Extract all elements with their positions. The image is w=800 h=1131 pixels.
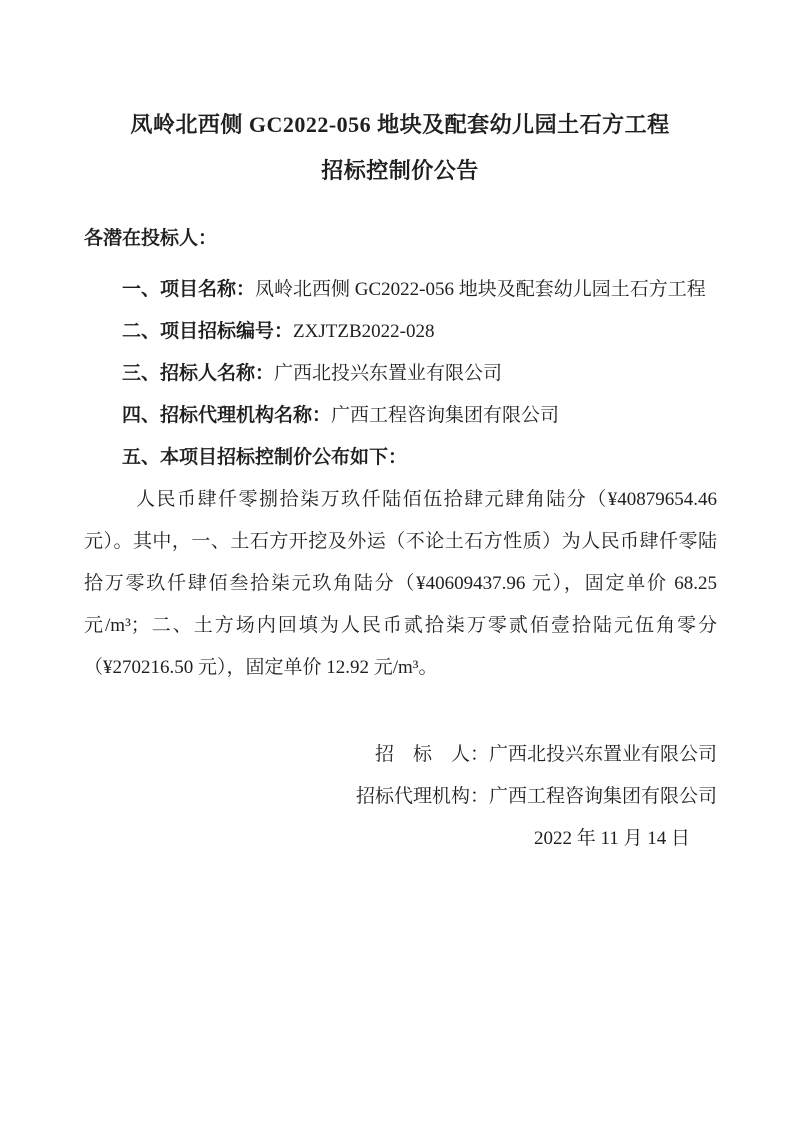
list-item-agency-name [122, 395, 720, 437]
signature-bidder-line [0, 734, 717, 776]
item-value: ZXJTZB2022-028 [293, 321, 435, 342]
item-value: 广西工程咨询集团有限公司 [331, 405, 560, 426]
signature-block [0, 734, 717, 860]
item-label: 三、招标人名称： [122, 363, 275, 384]
signature-date: 2022 年 11 月 14 日 [533, 828, 690, 849]
item-label: 五、本项目招标控制价公布如下： [122, 447, 408, 468]
item-label: 一、项目名称： [122, 279, 256, 300]
signature-agency-value: 广西工程咨询集团有限公司 [488, 786, 717, 807]
item-value: 凤岭北西侧 GC2022-056 地块及配套幼儿园土石方工程 [255, 279, 706, 300]
title-line-2: 招标控制价公告 [321, 158, 479, 183]
signature-bidder-value: 广西北投兴东置业有限公司 [488, 744, 717, 765]
signature-agency-label: 招标代理机构： [355, 786, 489, 807]
list-item-tenderer-name [122, 353, 720, 395]
item-label: 四、招标代理机构名称： [122, 405, 332, 426]
list-item-control-price-heading [122, 437, 720, 479]
document-title [0, 0, 800, 194]
item-value: 广西北投兴东置业有限公司 [274, 363, 503, 384]
numbered-items-list [122, 269, 720, 479]
title-line-1: 凤岭北西侧 GC2022-056 地块及配套幼儿园土石方工程 [130, 112, 670, 137]
control-price-paragraph: 人民币肆仟零捌拾柒万玖仟陆佰伍拾肆元肆角陆分（¥40879654.46 元）。其中，一、土石方开挖及外运（不论土石方性质）为人民币肆仟零陆拾万零玖仟肆佰叁拾柒元玖角陆分（¥40609437.96 元），固定单价 68.25 元/m³；二、土方场内回填为人民币贰拾柒万零贰佰壹拾陆元伍角零分（¥270216.50 元），固定单价 12.92 元/m³。 [84, 489, 717, 678]
signature-bidder-label: 招 标 人： [374, 744, 489, 765]
signature-agency-line [0, 776, 717, 818]
salutation: 各潜在投标人： [84, 228, 218, 249]
list-item-tender-number [122, 311, 720, 353]
list-item-project-name [122, 269, 720, 311]
item-label: 二、项目招标编号： [122, 321, 294, 342]
